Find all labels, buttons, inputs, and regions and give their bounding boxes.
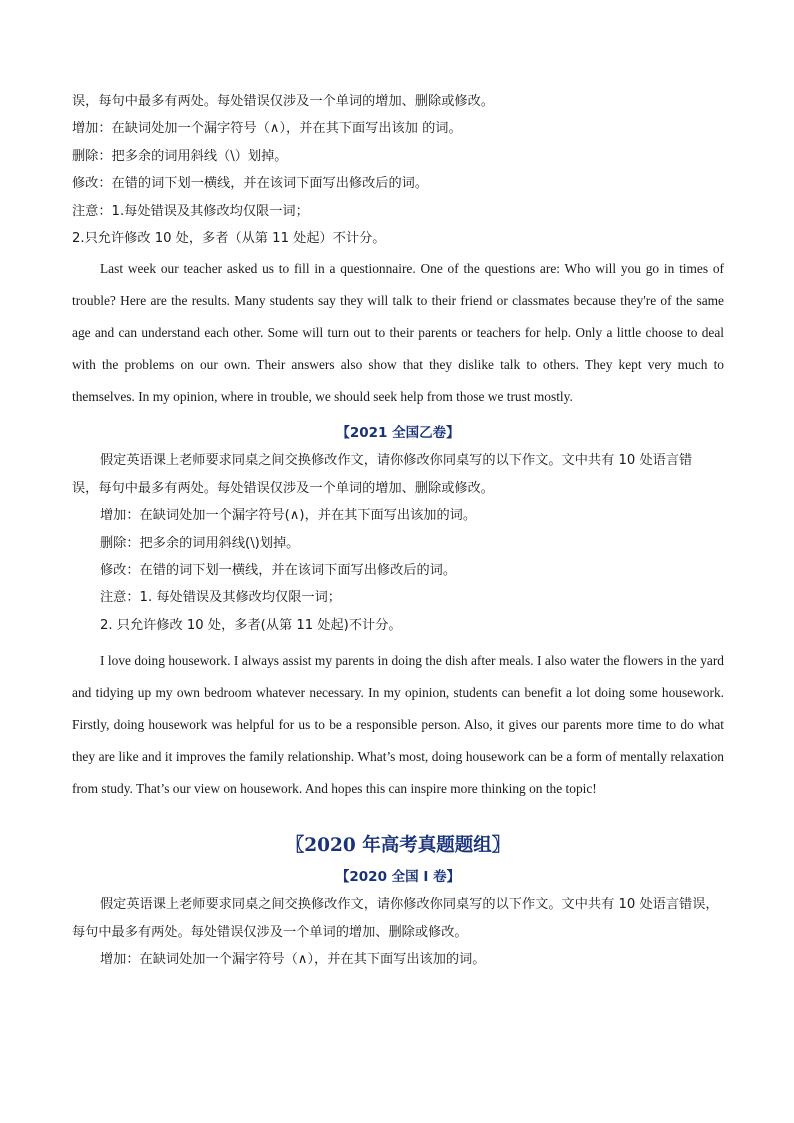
instruction-line: 删除：把多余的词用斜线（\）划掉。 — [72, 148, 288, 164]
instruction-line: 误，每句中最多有两处。每处错误仅涉及一个单词的增加、删除或修改。 — [72, 94, 494, 109]
instruction-line: 假定英语课上老师要求同桌之间交换修改作文，请你修改你同桌写的以下作文。文中共有 10 处语言错 — [100, 453, 693, 469]
instruction-line: 每句中最多有两处。每处错误仅涉及一个单词的增加、删除或修改。 — [72, 924, 468, 940]
instruction-line: 增加：在缺词处加一个漏字符号（∧），并在其下面写出该加 的词。 — [72, 121, 462, 137]
section-heading: 【2020 全国 I 卷】 — [335, 869, 461, 886]
instruction-line: 注意：1.每处错误及其修改均仅限一词； — [72, 203, 309, 219]
instruction-line: 增加：在缺词处加一个漏字符号(∧)，并在其下面写出该加的词。 — [100, 508, 477, 524]
instruction-line: 注意：1. 每处错误及其修改均仅限一词； — [100, 590, 341, 606]
instruction-line: 假定英语课上老师要求同桌之间交换修改作文，请你修改你同桌写的以下作文。文中共有 10 处语言错误， — [100, 897, 719, 913]
instruction-line: 2.只允许修改 10 处，多者（从第 11 处起）不计分。 — [72, 231, 386, 247]
group-heading: 〖2020 年高考真题题组〗 — [285, 835, 511, 857]
essay-passage: Last week our teacher asked us to fill in a questionnaire. One of the questions are: Who will you go in times of trouble? Here are the results. Many students say they will talk to their friend or classmates because they're of the same age and can understand each other. Some will turn out to their parents or teachers for help. Only a little choose to deal with the problems on our own. Their answers also show that they dislike talk to others. They kept very much to themselves. In my opinion, where in trouble, we should seek help from those we trust mostly. — [72, 261, 724, 405]
instruction-line: 删除：把多余的词用斜线(\)划掉。 — [100, 535, 300, 551]
document-page — [72, 88, 724, 974]
instruction-line: 修改：在错的词下划一横线，并在该词下面写出修改后的词。 — [100, 563, 457, 579]
essay-passage: I love doing housework. I always assist my parents in doing the dish after meals. I also water the flowers in the yard and tidying up my own bedroom whatever necessary. In my opinion, students can benefit a lot doing some housework. Firstly, doing housework was helpful for us to be a responsible person. Also, it gives our parents more time to do what they are like and it improves the family relationship. What’s most, doing housework can be a form of mentally relaxation from study. That’s our view on housework. And hopes this can inspire more thinking on the topic! — [72, 653, 724, 797]
instruction-line: 修改：在错的词下划一横线，并在该词下面写出修改后的词。 — [72, 176, 429, 192]
instruction-line: 误，每句中最多有两处。每处错误仅涉及一个单词的增加、删除或修改。 — [72, 480, 494, 496]
instruction-line: 增加：在缺词处加一个漏字符号（∧），并在其下面写出该加的词。 — [100, 952, 486, 968]
section-heading: 【2021 全国乙卷】 — [336, 425, 460, 442]
instruction-line: 2. 只允许修改 10 处，多者(从第 11 处起)不计分。 — [100, 617, 402, 633]
